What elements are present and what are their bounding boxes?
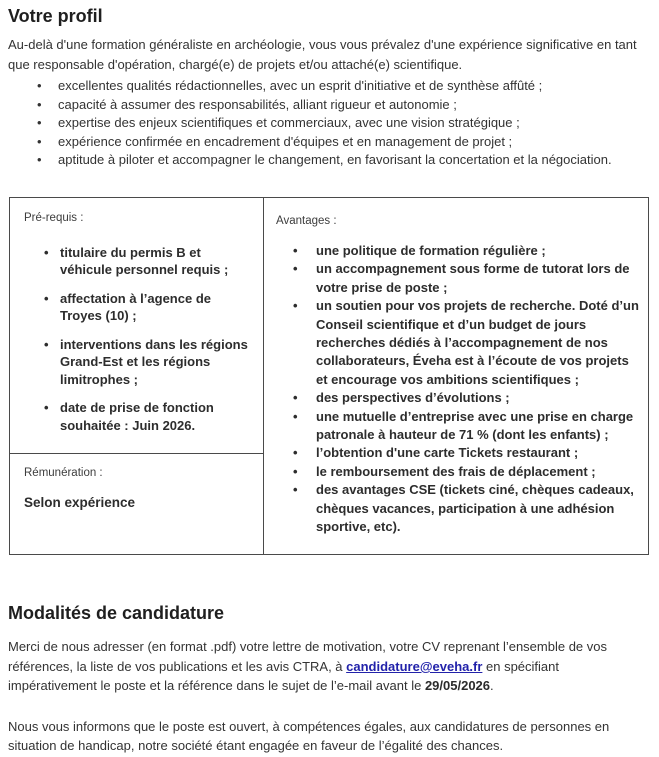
profile-intro-paragraph: Au-delà d'une formation généraliste en archéologie, vous vous prévalez d'une expérience significative en tant que responsable d'opération, chargé(e) de projets et/ou attaché(e) scientifique. [8, 37, 637, 72]
profile-bullet-list [8, 77, 650, 170]
candidature-section-heading: Modalités de candidature [8, 603, 225, 624]
prerequisite-item: • titulaire du permis B et véhicule personnel requis ; [24, 244, 253, 279]
profile-bullet-item: • expérience confirmée en encadrement d'équipes et en management de projet ; [8, 133, 650, 152]
prerequisite-item: • interventions dans les régions Grand-Est et les régions limitrophes ; [24, 336, 253, 389]
advantage-item: • l’obtention d'une carte Tickets restaurant ; [276, 444, 642, 462]
advantage-item: • un accompagnement sous forme de tutorat lors de votre prise de poste ; [276, 260, 642, 297]
advantage-item: • une mutuelle d’entreprise avec une prise en charge patronale à hauteur de 71 % (dont les enfants) ; [276, 408, 642, 445]
candidature-instructions-paragraph [8, 637, 650, 696]
profile-bullet-item: • aptitude à piloter et accompagner le changement, en favorisant la concertation et la négociation. [8, 151, 650, 170]
advantage-item: • une politique de formation régulière ; [276, 242, 642, 260]
candidature-email-link[interactable]: candidature@eveha.fr [346, 658, 483, 674]
profile-bullet-item: • capacité à assumer des responsabilités, alliant rigueur et autonomie ; [8, 96, 650, 115]
prerequisites-label: Pré-requis : [24, 211, 84, 224]
remuneration-label: Rémunération : [24, 467, 103, 480]
advantages-cell [264, 197, 649, 555]
application-deadline: 29/05/2026 [424, 678, 491, 694]
advantage-item: • le remboursement des frais de déplacement ; [276, 463, 642, 481]
conditions-table [9, 197, 649, 556]
advantage-item: • des perspectives d’évolutions ; [276, 389, 642, 407]
advantage-item: • des avantages CSE (tickets ciné, chèques cadeaux, chèques vacances, participation à une adhésion sportive, etc). [276, 481, 642, 536]
profile-bullet-item: • excellentes qualités rédactionnelles, avec un esprit d'initiative et de synthèse affûté ; [8, 77, 650, 96]
advantages-list [276, 242, 642, 537]
profile-section-heading: Votre profil [8, 6, 103, 26]
prerequisites-cell [10, 197, 264, 454]
advantage-item: • un soutien pour vos projets de recherche. Doté d’un Conseil scientifique et d’un budget de jours recherches dédiés à l’accompagnement de nos collaborateurs, Éveha est à l’écoute de vos projets et encourage vos ambitions scientifiques ; [276, 297, 642, 389]
remuneration-value: Selon expérience [24, 495, 136, 511]
advantages-label: Avantages : [276, 214, 337, 227]
prerequisites-list [24, 244, 253, 435]
remuneration-cell [10, 454, 264, 555]
prerequisite-item: • affectation à l’agence de Troyes (10) ; [24, 290, 253, 325]
candidature-text-suffix: . [490, 678, 494, 694]
equal-opportunity-paragraph: Nous vous informons que le poste est ouvert, à compétences égales, aux candidatures de personnes en situation de handicap, notre société étant engagée en faveur de l’égalité des chances. [8, 718, 610, 754]
prerequisite-item: • date de prise de fonction souhaitée : Juin 2026. [24, 399, 253, 434]
candidature-text-after-link: en spécifiant impérativement le poste et la référence dans le sujet de l’e-mail avant le [8, 658, 559, 694]
profile-bullet-item: • expertise des enjeux scientifiques et commerciaux, avec une vision stratégique ; [8, 114, 650, 133]
candidature-text-before-link: Merci de nous adresser (en format .pdf) votre lettre de motivation, votre CV reprenant l’ensemble de vos références, la liste de vos publications et les avis CTRA, à [8, 639, 608, 674]
